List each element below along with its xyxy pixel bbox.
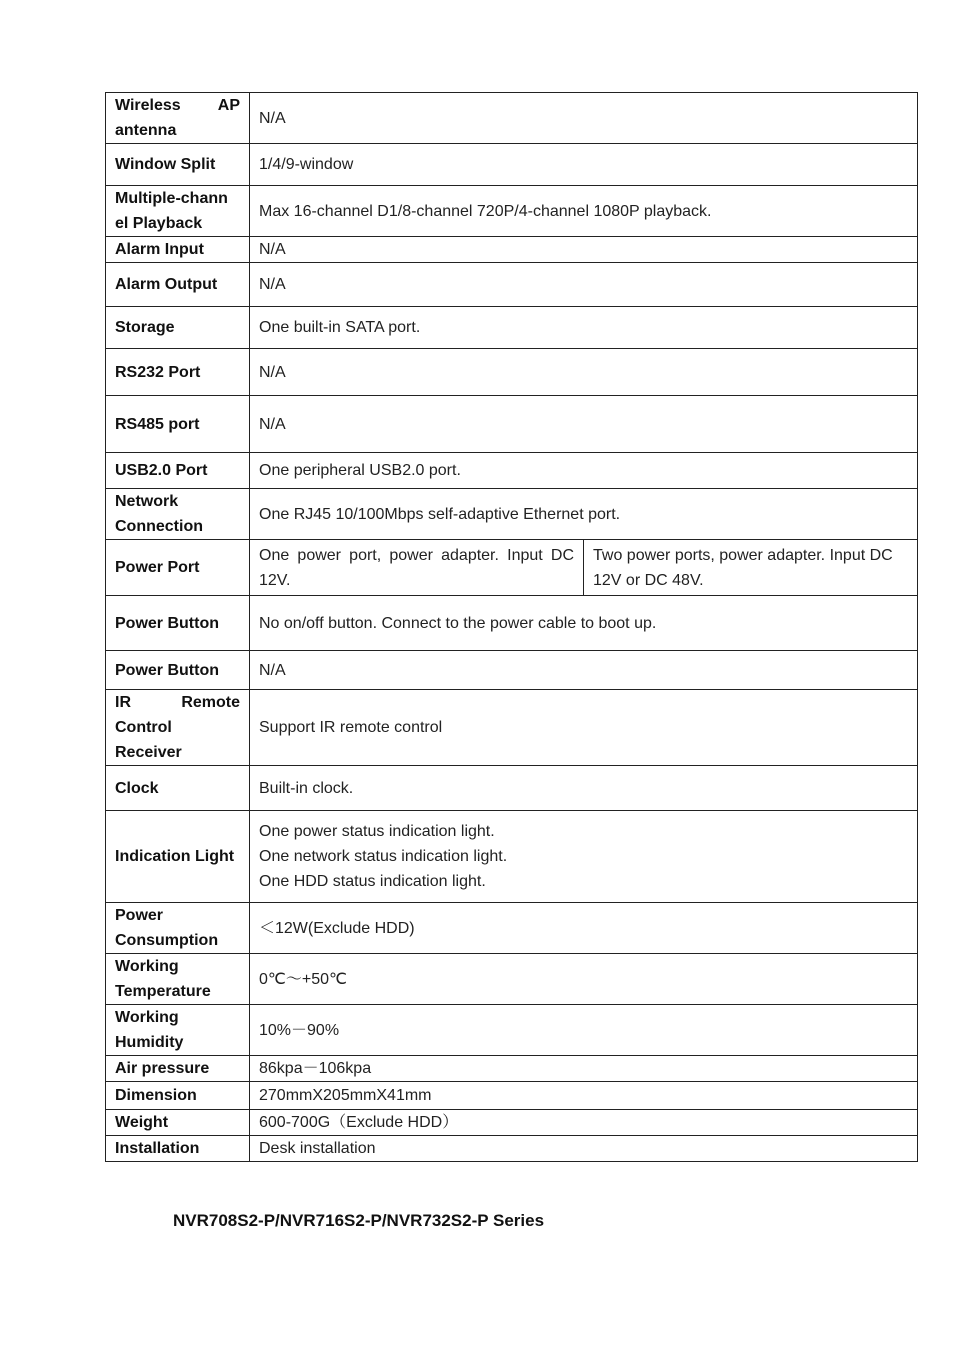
table-row xyxy=(106,954,918,1005)
row-value: 600-700G（Exclude HDD） xyxy=(250,1110,918,1136)
row-value: 0℃～+50℃ xyxy=(250,954,918,1005)
row-label: IR Remote Control Receiver xyxy=(106,690,250,766)
row-value: Built-in clock. xyxy=(250,766,918,811)
table-row xyxy=(106,237,918,263)
row-value xyxy=(250,811,918,903)
table-row xyxy=(106,1005,918,1056)
row-label: USB2.0 Port xyxy=(106,453,250,489)
row-value: Desk installation xyxy=(250,1136,918,1162)
row-value: N/A xyxy=(250,93,918,144)
table-row xyxy=(106,93,918,144)
indicator-line: One network status indication light. xyxy=(259,848,508,865)
row-label: Window Split xyxy=(106,144,250,186)
row-label: Air pressure xyxy=(106,1056,250,1082)
table-row xyxy=(106,596,918,651)
row-value: One built-in SATA port. xyxy=(250,307,918,349)
table-row xyxy=(106,811,918,903)
table-row xyxy=(106,186,918,237)
row-label: Power Consumption xyxy=(106,903,250,954)
row-value: N/A xyxy=(250,349,918,396)
table-row xyxy=(106,1110,918,1136)
row-label: Working Humidity xyxy=(106,1005,250,1056)
table-row xyxy=(106,144,918,186)
table-row xyxy=(106,540,918,596)
row-label: Weight xyxy=(106,1110,250,1136)
table-row xyxy=(106,1056,918,1082)
row-value: One RJ45 10/100Mbps self-adaptive Ethernet port. xyxy=(250,489,918,540)
table-row xyxy=(106,263,918,307)
row-label: Alarm Output xyxy=(106,263,250,307)
row-value-single-port: One power port, power adapter. Input DC 12V. xyxy=(250,540,584,596)
row-value: 10%－90% xyxy=(250,1005,918,1056)
table-row xyxy=(106,489,918,540)
row-label: Wireless AP antenna xyxy=(106,93,250,144)
row-label: Power Button xyxy=(106,651,250,690)
row-label: Network Connection xyxy=(106,489,250,540)
row-label: Alarm Input xyxy=(106,237,250,263)
table-row xyxy=(106,903,918,954)
row-value-dual-port: Two power ports, power adapter. Input DC 12V or DC 48V. xyxy=(584,540,918,596)
row-value: Support IR remote control xyxy=(250,690,918,766)
spec-table xyxy=(105,92,918,1162)
row-label-line: el Playback xyxy=(115,215,203,232)
table-row xyxy=(106,690,918,766)
row-value: 1/4/9-window xyxy=(250,144,918,186)
row-value: N/A xyxy=(250,237,918,263)
row-label-line: Multiple-chann xyxy=(115,190,228,207)
row-value: N/A xyxy=(250,396,918,453)
row-label: Indication Light xyxy=(106,811,250,903)
row-label xyxy=(106,186,250,237)
table-row xyxy=(106,307,918,349)
row-value: No on/off button. Connect to the power cable to boot up. xyxy=(250,596,918,651)
row-label: Power Button xyxy=(106,596,250,651)
row-label: Storage xyxy=(106,307,250,349)
indicator-line: One HDD status indication light. xyxy=(259,873,486,890)
row-label: RS485 port xyxy=(106,396,250,453)
row-value: One peripheral USB2.0 port. xyxy=(250,453,918,489)
series-heading: NVR708S2-P/NVR716S2-P/NVR732S2-P Series xyxy=(173,1211,545,1230)
table-row xyxy=(106,766,918,811)
row-label: Working Temperature xyxy=(106,954,250,1005)
row-value: Max 16-channel D1/8-channel 720P/4-channel 1080P playback. xyxy=(250,186,918,237)
row-label: Installation xyxy=(106,1136,250,1162)
row-value: ＜12W(Exclude HDD) xyxy=(250,903,918,954)
row-label: RS232 Port xyxy=(106,349,250,396)
table-row xyxy=(106,1082,918,1110)
table-row xyxy=(106,349,918,396)
indicator-line: One power status indication light. xyxy=(259,823,495,840)
row-value: N/A xyxy=(250,263,918,307)
table-row xyxy=(106,453,918,489)
row-value: 86kpa－106kpa xyxy=(250,1056,918,1082)
row-label: Clock xyxy=(106,766,250,811)
table-row xyxy=(106,1136,918,1162)
row-label: Dimension xyxy=(106,1082,250,1110)
table-row xyxy=(106,651,918,690)
row-value: 270mmX205mmX41mm xyxy=(250,1082,918,1110)
row-label: Power Port xyxy=(106,540,250,596)
row-value: N/A xyxy=(250,651,918,690)
table-row xyxy=(106,396,918,453)
